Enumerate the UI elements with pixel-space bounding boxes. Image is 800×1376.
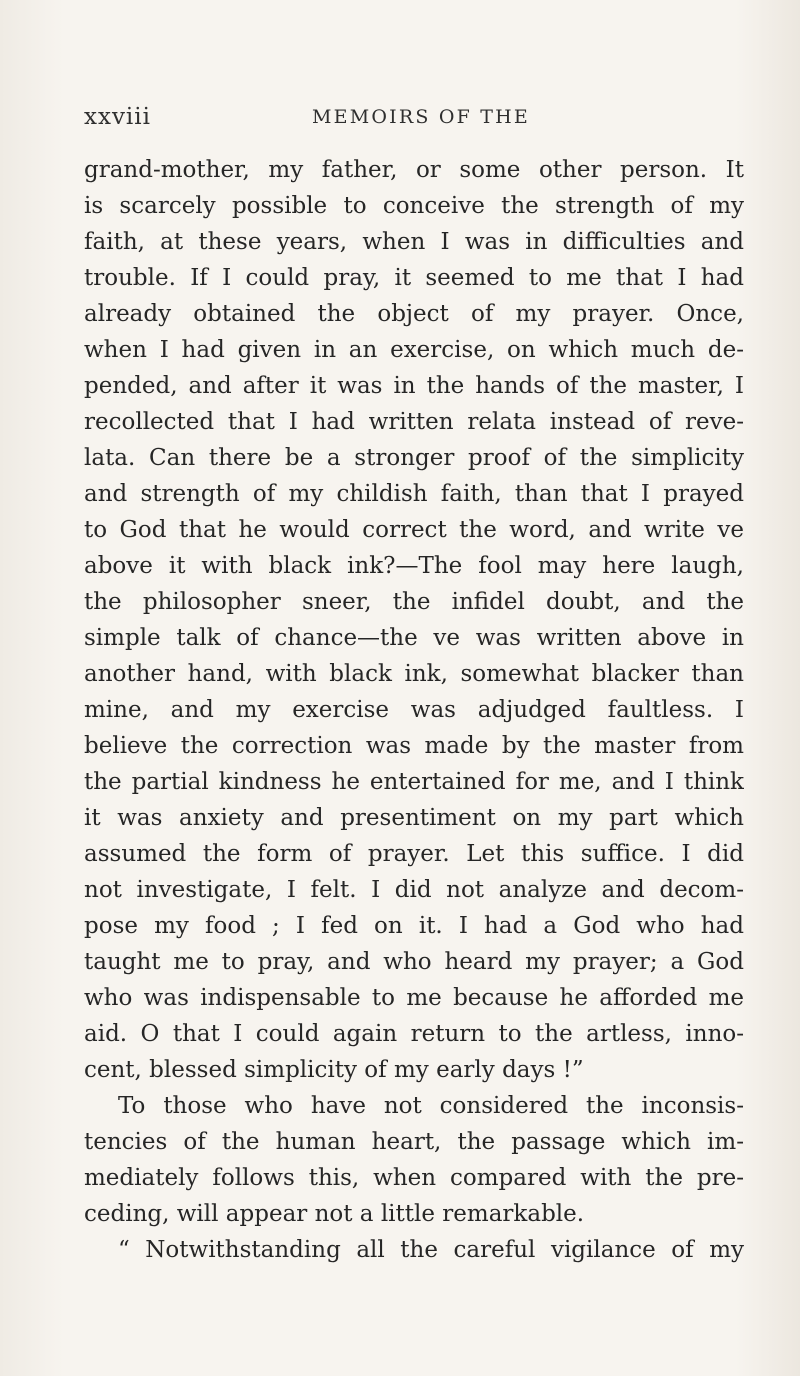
text-line: the philosopher sneer, the infidel doubt, and the [84,589,744,615]
body-text [84,152,744,1268]
running-title: MEMOIRS OF THE [312,106,530,128]
text-line: the partial kindness he entertained for me, and I think [84,769,744,795]
text-line: assumed the form of prayer. Let this suffice. I did [84,841,744,867]
text-line: To those who have not considered the inconsis- [118,1093,744,1119]
text-line: who was indispensable to me because he afforded me [84,985,744,1011]
text-line: and strength of my childish faith, than that I prayed [84,481,744,507]
text-line: when I had given in an exercise, on which much de- [84,337,744,363]
text-line: it was anxiety and presentiment on my part which [84,805,744,831]
text-line: not investigate, I felt. I did not analyze and decom- [84,877,744,903]
text-line: another hand, with black ink, somewhat blacker than [84,661,744,687]
text-line: trouble. If I could pray, it seemed to me that I had [84,265,744,291]
text-line: tencies of the human heart, the passage which im- [84,1129,744,1155]
text-line: grand-mother, my father, or some other person. It [84,157,744,183]
text-line: mine, and my exercise was adjudged faultless. I [84,697,744,723]
text-line: recollected that I had written relata instead of reve- [84,409,744,435]
text-line: believe the correction was made by the master from [84,733,744,759]
page-number: xxviii [84,104,152,130]
text-line: mediately follows this, when compared with the pre- [84,1165,744,1191]
text-line: “ Notwithstanding all the careful vigilance of my [118,1237,744,1263]
running-head [84,104,744,134]
text-line: simple talk of chance—the ve was written above in [84,625,744,651]
text-line: aid. O that I could again return to the artless, inno- [84,1021,744,1047]
text-line: pended, and after it was in the hands of the master, I [84,373,744,399]
text-line: lata. Can there be a stronger proof of the simplicity [84,445,744,471]
text-line: pose my food ; I fed on it. I had a God who had [84,913,744,939]
text-line: above it with black ink?—The fool may here laugh, [84,553,744,579]
text-line: already obtained the object of my prayer. Once, [84,301,744,327]
text-line: is scarcely possible to conceive the strength of my [84,193,744,219]
text-line: faith, at these years, when I was in difficulties and [84,229,744,255]
text-line: cent, blessed simplicity of my early days !” [84,1057,584,1083]
text-line: to God that he would correct the word, and write ve [84,517,744,543]
text-line: taught me to pray, and who heard my prayer; a God [84,949,744,975]
text-line: ceding, will appear not a little remarkable. [84,1201,585,1227]
